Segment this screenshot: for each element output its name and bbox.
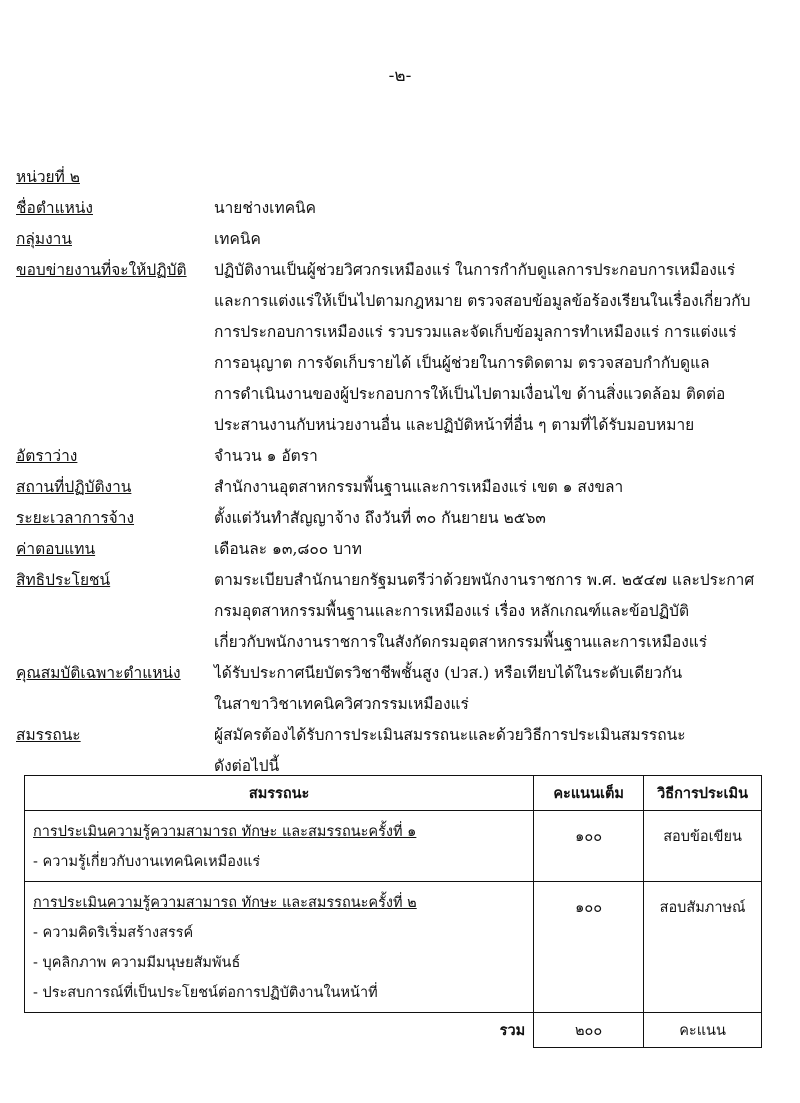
job-scope-line: การอนุญาต การจัดเก็บรายได้ เป็นผู้ช่วยในการติดตาม ตรวจสอบกำกับดูแล (214, 354, 710, 372)
vacancies-value: จำนวน ๑ อัตรา (214, 447, 318, 465)
score-cell: ๑๐๐ (534, 811, 644, 882)
vacancies-label: อัตราว่าง (16, 447, 78, 465)
unit-label: หน่วยที่ ๒ (16, 168, 80, 186)
benefits-line: กรมอุตสาหกรรมพื้นฐานและการเหมืองแร่ เรื่อง หลักเกณฑ์และข้อปฏิบัติ (214, 602, 690, 620)
compensation-value: เดือนละ ๑๓,๘๐๐ บาท (214, 540, 362, 558)
workplace-value: สำนักงานอุตสาหกรรมพื้นฐานและการเหมืองแร่ เขต ๑ สงขลา (214, 478, 624, 496)
section-title: การประเมินความรู้ความสามารถ ทักษะ และสมรรถนะครั้งที่ ๒ (33, 895, 417, 911)
field-unit (16, 162, 786, 193)
benefits-label: สิทธิประโยชน์ (16, 571, 111, 589)
competency-line: ผู้สมัครต้องได้รับการประเมินสมรรถนะและด้วยวิธีการประเมินสมรรถนะ (214, 726, 686, 744)
method-cell: สอบสัมภาษณ์ (644, 882, 762, 1013)
position-name-value: นายช่างเทคนิค (214, 199, 317, 217)
qualifications-line: ได้รับประกาศนียบัตรวิชาชีพชั้นสูง (ปวส.) หรือเทียบได้ในระดับเดียวกัน (214, 664, 683, 682)
job-scope-line: การดำเนินงานของผู้ประกอบการให้เป็นไปตามเงื่อนไข ด้านสิ่งแวดล้อม ติดต่อ (214, 385, 726, 403)
competency-table (24, 775, 762, 1048)
section-item: - ความรู้เกี่ยวกับงานเทคนิคเหมืองแร่ (33, 854, 261, 870)
field-job-group (16, 224, 786, 255)
job-group-label: กลุ่มงาน (16, 230, 72, 248)
section-cell (25, 882, 534, 1013)
header-method: วิธีการประเมิน (644, 776, 762, 811)
section-item: - ประสบการณ์ที่เป็นประโยชน์ต่อการปฏิบัติงานในหน้าที่ (33, 985, 378, 1001)
job-scope-line: และการแต่งแร่ให้เป็นไปตามกฎหมาย ตรวจสอบข้อมูลข้อร้องเรียนในเรื่องเกี่ยวกับ (214, 292, 751, 310)
job-group-value: เทคนิค (214, 230, 261, 248)
job-details (16, 162, 786, 782)
header-full-score: คะแนนเต็ม (534, 776, 644, 811)
field-position-name (16, 193, 786, 224)
job-scope-line: การประกอบการเหมืองแร่ รวบรวมและจัดเก็บข้อมูลการทำเหมืองแร่ การแต่งแร่ (214, 323, 737, 341)
field-competency (16, 720, 786, 782)
section-cell (25, 811, 534, 882)
field-qualifications (16, 658, 786, 720)
employment-period-value: ตั้งแต่วันทำสัญญาจ้าง ถึงวันที่ ๓๐ กันยายน ๒๕๖๓ (214, 509, 546, 527)
job-scope-label: ขอบข่ายงานที่จะให้ปฏิบัติ (16, 261, 187, 279)
page-number: -๒- (388, 66, 412, 86)
qualifications-line: ในสาขาวิชาเทคนิควิศวกรรมเหมืองแร่ (214, 695, 469, 713)
job-scope-line: ปฏิบัติงานเป็นผู้ช่วยวิศวกรเหมืองแร่ ในการกำกับดูแลการประกอบการเหมืองแร่ (214, 261, 736, 279)
field-workplace (16, 472, 786, 503)
field-vacancies (16, 441, 786, 472)
total-label: รวม (499, 1021, 526, 1039)
field-job-scope (16, 255, 786, 441)
benefits-line: ตามระเบียบสำนักนายกรัฐมนตรีว่าด้วยพนักงานราชการ พ.ศ. ๒๕๔๗ และประกาศ (214, 571, 755, 589)
competency-line: ดังต่อไปนี้ (214, 757, 280, 775)
total-score: ๒๐๐ (534, 1013, 644, 1048)
qualifications-label: คุณสมบัติเฉพาะตำแหน่ง (16, 664, 181, 682)
section-item: - บุคลิกภาพ ความมีมนุษยสัมพันธ์ (33, 955, 241, 971)
section-item: - ความคิดริเริ่มสร้างสรรค์ (33, 925, 194, 941)
table-row (25, 882, 762, 1013)
benefits-line: เกี่ยวกับพนักงานราชการในสังกัดกรมอุตสาหกรรมพื้นฐานและการเหมืองแร่ (214, 633, 708, 651)
field-benefits (16, 565, 786, 658)
score-cell: ๑๐๐ (534, 882, 644, 1013)
header-competency: สมรรถนะ (25, 776, 534, 811)
employment-period-label: ระยะเวลาการจ้าง (16, 509, 135, 527)
workplace-label: สถานที่ปฏิบัติงาน (16, 478, 132, 496)
method-cell: สอบข้อเขียน (644, 811, 762, 882)
field-compensation (16, 534, 786, 565)
job-scope-line: ประสานงานกับหน่วยงานอื่น และปฏิบัติหน้าที่อื่น ๆ ตามที่ได้รับมอบหมาย (214, 416, 695, 434)
compensation-label: ค่าตอบแทน (16, 540, 96, 558)
section-title: การประเมินความรู้ความสามารถ ทักษะ และสมรรถนะครั้งที่ ๑ (33, 824, 417, 840)
competency-label: สมรรถนะ (16, 726, 81, 744)
total-row (25, 1013, 762, 1048)
table-row (25, 811, 762, 882)
position-name-label: ชื่อตำแหน่ง (16, 199, 93, 217)
field-employment-period (16, 503, 786, 534)
table-header-row (25, 776, 762, 811)
total-unit: คะแนน (644, 1013, 762, 1048)
